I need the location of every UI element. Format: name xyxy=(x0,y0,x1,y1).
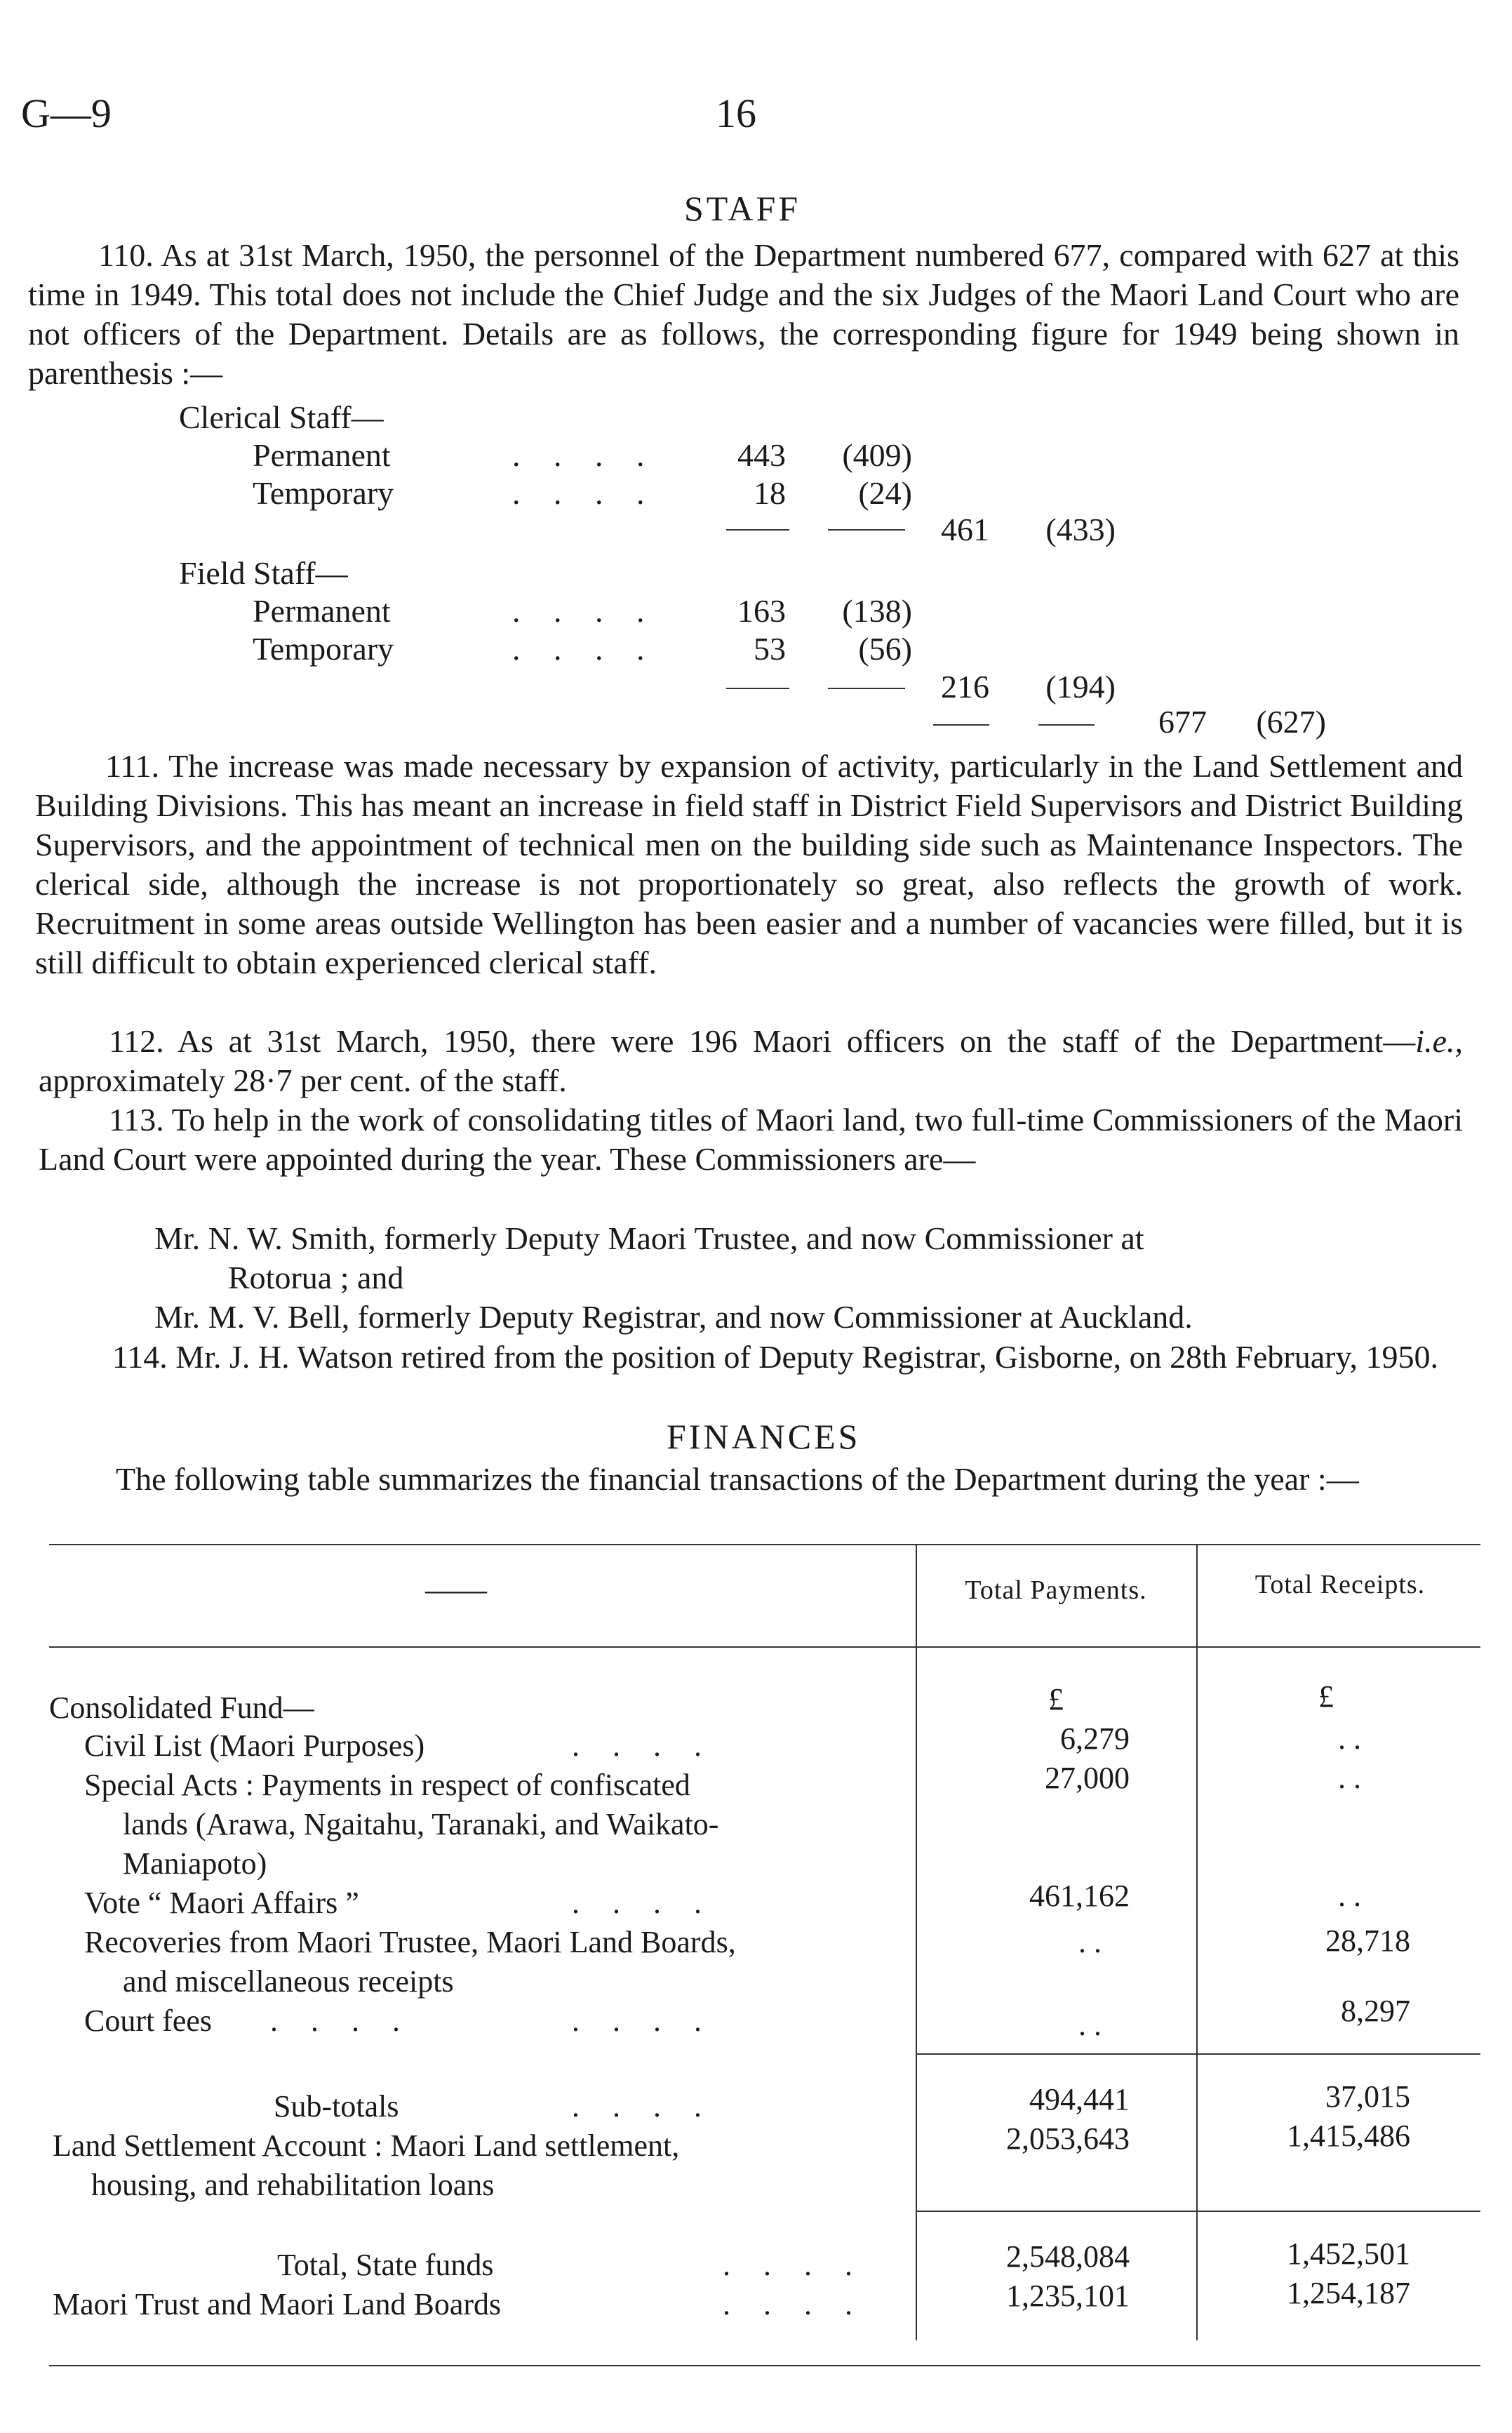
civil-list-receipts: . . xyxy=(1338,1721,1361,1756)
civil-list-label: Civil List (Maori Purposes) xyxy=(84,1728,425,1763)
vote-maori-affairs-payments: 461,162 xyxy=(1029,1879,1130,1913)
leader-dots: . . . . xyxy=(512,631,657,667)
leader-dots: . . . . xyxy=(572,2004,714,2038)
court-fees-payments: . . xyxy=(1078,2008,1102,2042)
leader-dots: . . . . xyxy=(723,2248,865,2282)
sum-rule xyxy=(1038,724,1095,726)
sum-rule xyxy=(726,529,789,531)
paragraph-112: 112. As at 31st March, 1950, there were 196 Maori officers on the staff of the Department—i.e., approximately 28·7 per cent. of the staff. xyxy=(39,1023,1463,1098)
leader-dots: . . . . xyxy=(572,1728,714,1763)
leader-dots: . . . . xyxy=(512,475,657,511)
court-fees-receipts: 8,297 xyxy=(1341,1994,1410,2028)
land-settlement-label: Land Settlement Account : Maori Land settlement, xyxy=(53,2128,680,2163)
table-top-rule xyxy=(49,1544,1480,1545)
consolidated-fund-label: Consolidated Fund— xyxy=(49,1691,314,1725)
field-temporary-count: 53 xyxy=(754,631,786,667)
grand-total-count: 677 xyxy=(1158,704,1207,740)
total-state-funds-payments: 2,548,084 xyxy=(1006,2239,1130,2274)
commissioner-smith-cont: Rotorua ; and xyxy=(228,1260,404,1295)
finances-intro: The following table summarizes the financial transactions of the Department during the year :— xyxy=(116,1461,1359,1497)
table-bottom-rule xyxy=(49,2365,1480,2366)
clerical-staff-label: Clerical Staff— xyxy=(179,399,384,435)
clerical-permanent-label: Permanent xyxy=(253,437,391,473)
field-permanent-prev: (138) xyxy=(842,593,912,629)
field-total-count: 216 xyxy=(941,669,989,705)
total-state-funds-receipts: 1,452,501 xyxy=(1287,2237,1410,2271)
field-permanent-count: 163 xyxy=(737,593,786,629)
paragraph-114: 114. Mr. J. H. Watson retired from the position of Deputy Registrar, Gisborne, on 28th February, 1950. xyxy=(112,1339,1438,1375)
recoveries-payments: . . xyxy=(1078,1925,1102,1959)
subtotals-receipts: 37,015 xyxy=(1325,2079,1410,2114)
sum-rule xyxy=(933,724,989,726)
grand-total-prev: (627) xyxy=(1256,704,1326,740)
table-header-rule xyxy=(49,1646,1480,1648)
land-settlement-label-cont: housing, and rehabilitation loans xyxy=(91,2168,495,2202)
clerical-total-count: 461 xyxy=(941,512,989,547)
field-staff-label: Field Staff— xyxy=(179,555,348,591)
field-temporary-prev: (56) xyxy=(858,631,912,667)
clerical-temporary-label: Temporary xyxy=(253,475,394,511)
field-total-prev: (194) xyxy=(1045,669,1116,705)
document-reference: G—9 xyxy=(21,91,112,136)
table-column-rule xyxy=(1196,1544,1198,2340)
currency-symbol: £ xyxy=(1318,1679,1334,1714)
leader-dots: . . . . xyxy=(512,593,657,629)
maori-trust-payments: 1,235,101 xyxy=(1006,2279,1130,2313)
recoveries-receipts: 28,718 xyxy=(1325,1924,1410,1958)
leader-dots: . . . . xyxy=(723,2287,865,2321)
field-temporary-label: Temporary xyxy=(253,631,394,667)
commissioner-smith: Mr. N. W. Smith, formerly Deputy Maori Trustee, and now Commissioner at xyxy=(154,1220,1144,1256)
field-permanent-label: Permanent xyxy=(253,593,391,629)
land-settlement-payments: 2,053,643 xyxy=(1006,2121,1130,2156)
leader-dots: . . . . xyxy=(572,2089,714,2124)
leader-dots: . . . . xyxy=(270,2004,413,2038)
paragraph-111: 111. The increase was made necessary by expansion of activity, particularly in the Land Settlement and Building Divisions. This has meant an increase in field staff in District Field Supervisors and District Building Supervisors, and the appointment of technical men on the building side such as Maintenance Inspectors. The clerical side, although the increase is not proportionately so great, also reflects the growth of work. Recruitment in some areas outside Wellington has been easier and a number of vacancies were filled, but it is still difficult to obtain experienced clerical staff. xyxy=(35,748,1463,980)
clerical-permanent-prev: (409) xyxy=(842,437,912,473)
subtotals-payments: 494,441 xyxy=(1029,2082,1130,2117)
subtotal-rule xyxy=(916,2053,1480,2055)
column-header-receipts: Total Receipts. xyxy=(1255,1570,1426,1599)
paragraph-110: 110. As at 31st March, 1950, the personnel of the Department numbered 677, compared with 627 at this time in 1949. This total does not include the Chief Judge and the six Judges of the Maori Land Court who are not officers of the Department. Details are as follows, the corresponding figure for 1949 being shown in parenthesis :— xyxy=(28,237,1459,391)
clerical-total-prev: (433) xyxy=(1045,512,1116,547)
maori-trust-receipts: 1,254,187 xyxy=(1287,2276,1410,2310)
staff-heading: STAFF xyxy=(684,189,801,228)
table-column-rule xyxy=(916,1544,917,2340)
clerical-temporary-count: 18 xyxy=(754,475,786,511)
sum-rule xyxy=(828,529,905,531)
table-corner-dash: —— xyxy=(425,1573,487,1607)
sum-rule xyxy=(828,688,905,689)
leader-dots: . . . . xyxy=(512,437,657,473)
maori-trust-label: Maori Trust and Maori Land Boards xyxy=(53,2287,502,2321)
special-acts-label: Special Acts : Payments in respect of confiscated xyxy=(84,1768,690,1802)
vote-maori-affairs-label: Vote “ Maori Affairs ” xyxy=(84,1886,359,1920)
finances-heading: FINANCES xyxy=(667,1417,861,1456)
page-number: 16 xyxy=(716,91,756,136)
total-state-funds-label: Total, State funds xyxy=(277,2248,494,2282)
special-acts-receipts: . . xyxy=(1338,1761,1361,1795)
commissioner-bell: Mr. M. V. Bell, formerly Deputy Registrar, and now Commissioner at Auckland. xyxy=(154,1299,1193,1335)
column-header-payments: Total Payments. xyxy=(965,1575,1147,1605)
ie-abbreviation: i.e., xyxy=(1415,1023,1463,1059)
land-settlement-receipts: 1,415,486 xyxy=(1287,2119,1410,2153)
recoveries-label: Recoveries from Maori Trustee, Maori Land Boards, xyxy=(84,1925,736,1959)
clerical-permanent-count: 443 xyxy=(737,437,786,473)
special-acts-label-cont: Maniapoto) xyxy=(123,1846,267,1881)
leader-dots: . . . . xyxy=(572,1886,714,1920)
currency-symbol: £ xyxy=(1048,1682,1064,1717)
special-acts-payments: 27,000 xyxy=(1045,1761,1130,1795)
total-rule xyxy=(916,2211,1480,2212)
paragraph-113: 113. To help in the work of consolidating titles of Maori land, two full-time Commissioners of the Maori Land Court were appointed during the year. These Commissioners are— xyxy=(39,1102,1463,1177)
court-fees-label: Court fees xyxy=(84,2004,213,2038)
clerical-temporary-prev: (24) xyxy=(858,475,912,511)
special-acts-label-cont: lands (Arawa, Ngaitahu, Taranaki, and Waikato- xyxy=(123,1807,719,1841)
recoveries-label-cont: and miscellaneous receipts xyxy=(123,1964,454,1999)
vote-maori-affairs-receipts: . . xyxy=(1338,1879,1361,1913)
civil-list-payments: 6,279 xyxy=(1060,1721,1130,1756)
sum-rule xyxy=(726,688,789,689)
subtotals-label: Sub-totals xyxy=(274,2089,399,2124)
